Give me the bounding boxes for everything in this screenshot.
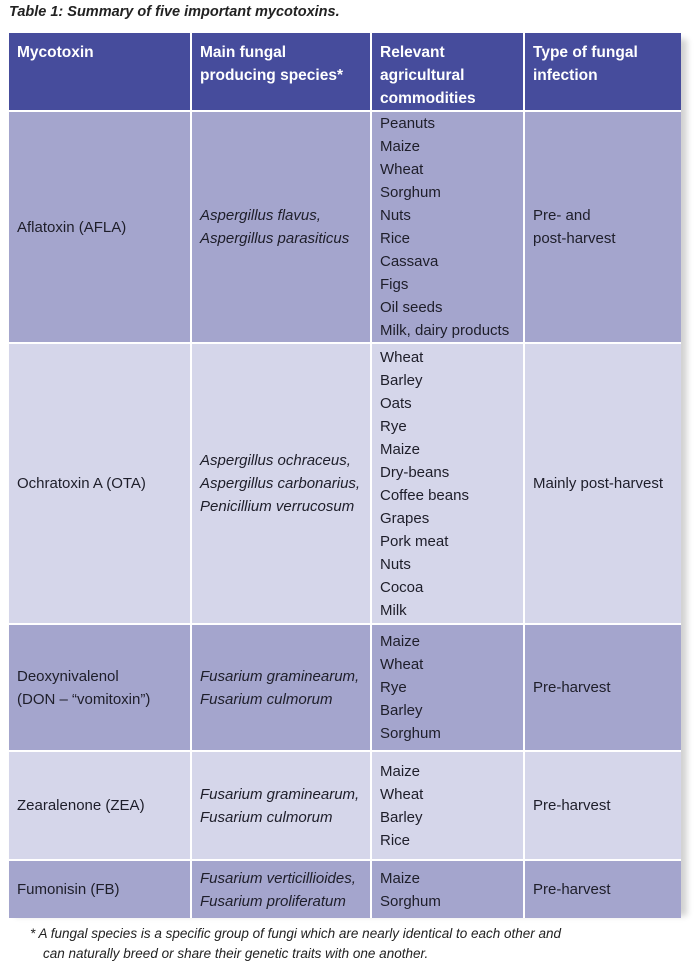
cell-line: Sorghum (380, 184, 441, 201)
cell-line: Wheat (380, 348, 424, 366)
cell-line: Aspergillus parasiticus (200, 230, 350, 247)
table-row (9, 861, 681, 918)
cell-commodities (372, 752, 525, 861)
header-row (9, 33, 681, 112)
cell-line: Figs (380, 276, 409, 293)
cell-line: Dry-beans (380, 463, 450, 481)
cell-line: Fusarium culmorum (200, 808, 333, 826)
cell-line: Aspergillus ochraceus, (200, 452, 351, 469)
cell-line: Pork meat (380, 532, 449, 550)
cell-line: Pre-harvest (533, 881, 611, 898)
cell-line: Maize (380, 869, 421, 887)
cell-line: Fusarium graminearum, (200, 667, 360, 685)
cell-line: Fusarium proliferatum (200, 892, 346, 910)
cell-line: Ochratoxin A (OTA) (17, 475, 146, 492)
cell-line: Aspergillus carbonarius, (200, 475, 361, 492)
cell-line: Cassava (380, 253, 439, 270)
mycotoxin-table-frame (9, 33, 681, 910)
cell-line: Oil seeds (380, 299, 443, 316)
footnote-line-1: * A fungal species is a specific group of fungi which are nearly identical to each other and (30, 926, 562, 941)
cell-line: Zearalenone (ZEA) (17, 797, 145, 814)
cell-species (192, 861, 372, 918)
cell-infection (525, 861, 681, 918)
cell-line: Grapes (380, 509, 430, 527)
cell-line: Maize (380, 762, 421, 780)
cell-line: Aflatoxin (AFLA) (17, 218, 127, 236)
header-species: Main fungal producing species* (192, 33, 372, 112)
cell-line: Pre- and (533, 207, 591, 224)
cell-line: Peanuts (380, 115, 436, 132)
cell-infection (525, 344, 681, 625)
cell-line: Milk, dairy products (380, 322, 510, 339)
cell-line: Fusarium culmorum (200, 690, 333, 708)
cell-line: Fumonisin (FB) (17, 881, 120, 898)
cell-line: Deoxynivalenol (17, 667, 119, 685)
cell-infection (525, 112, 681, 344)
footnote-line-2: can naturally breed or share their genetic traits with one another. (43, 946, 429, 961)
cell-line: Nuts (380, 555, 411, 573)
cell-line: Oats (380, 394, 412, 412)
cell-mycotoxin (9, 861, 192, 918)
cell-line: Milk (380, 601, 407, 619)
table-row (9, 344, 681, 625)
cell-line: Wheat (380, 656, 424, 673)
cell-line: Mainly post-harvest (533, 475, 664, 492)
cell-line: Barley (380, 808, 423, 826)
cell-line: Fusarium graminearum, (200, 785, 360, 803)
cell-line: Sorghum (380, 892, 441, 910)
cell-species (192, 752, 372, 861)
cell-line: Rye (380, 417, 407, 435)
table-row (9, 112, 681, 344)
cell-line: Wheat (380, 161, 424, 178)
cell-line: Penicillium verrucosum (200, 498, 355, 515)
footnote (30, 924, 561, 964)
cell-line: Fusarium verticillioides, (200, 869, 356, 887)
cell-species (192, 112, 372, 344)
cell-line: Maize (380, 440, 421, 458)
header-infection: Type of fungal infection (525, 33, 681, 112)
cell-line: Rice (380, 230, 411, 247)
cell-line: Sorghum (380, 725, 441, 742)
cell-line: Pre-harvest (533, 797, 611, 814)
cell-mycotoxin (9, 344, 192, 625)
table-row (9, 625, 681, 752)
cell-line: post-harvest (533, 230, 616, 247)
cell-line: Wheat (380, 785, 424, 803)
table-row (9, 752, 681, 861)
cell-mycotoxin (9, 112, 192, 344)
cell-line: Maize (380, 633, 421, 650)
cell-line: Rye (380, 679, 407, 696)
cell-line: Rice (380, 831, 411, 849)
cell-commodities (372, 861, 525, 918)
header-mycotoxin: Mycotoxin (9, 33, 192, 112)
cell-line: Nuts (380, 207, 411, 224)
mycotoxin-table (9, 33, 681, 918)
cell-line: Pre-harvest (533, 679, 611, 696)
cell-mycotoxin (9, 752, 192, 861)
cell-commodities (372, 344, 525, 625)
cell-line: Aspergillus flavus, (200, 207, 321, 224)
cell-line: Barley (380, 702, 423, 719)
cell-species (192, 344, 372, 625)
table-caption: Table 1: Summary of five important mycotoxins. (9, 4, 340, 20)
cell-commodities (372, 112, 525, 344)
cell-infection (525, 752, 681, 861)
cell-species (192, 625, 372, 752)
cell-mycotoxin (9, 625, 192, 752)
header-commodities: Relevant agricultural commodities (372, 33, 525, 112)
cell-infection (525, 625, 681, 752)
cell-line: Coffee beans (380, 486, 469, 504)
cell-line: Cocoa (380, 578, 424, 596)
cell-line: Barley (380, 371, 423, 389)
cell-commodities (372, 625, 525, 752)
cell-line: (DON – “vomitoxin”) (17, 690, 151, 708)
cell-line: Maize (380, 138, 421, 155)
